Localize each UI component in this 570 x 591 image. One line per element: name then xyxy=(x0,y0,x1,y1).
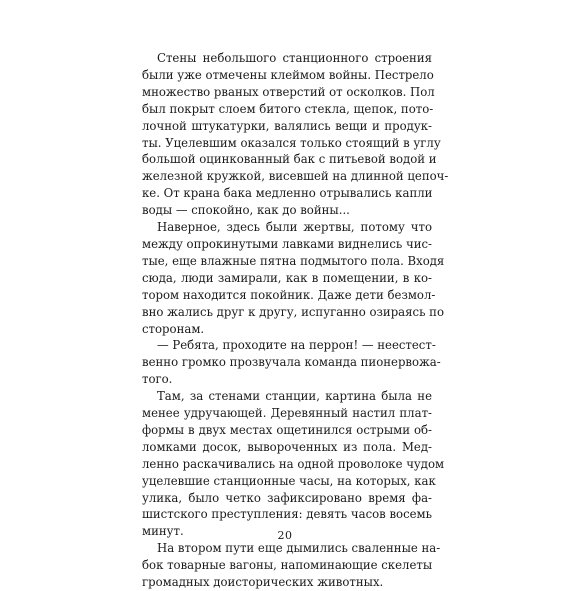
text-line: сюда, люди замирали, как в помещении, в ко- xyxy=(142,270,432,285)
text-line: венно громко прозвучала команда пионервожа- xyxy=(142,355,441,370)
body-text xyxy=(142,50,449,591)
text-line: множество рваных отверстий от осколков. Пол xyxy=(142,84,435,99)
text-line: бок товарные вагоны, напоминающие скелеты xyxy=(142,558,433,573)
text-line: ломками досок, вывороченных из пола. Мед- xyxy=(142,439,432,454)
text-line: между опрокинутыми лавками виднелись чис- xyxy=(142,236,432,251)
paragraph-5 xyxy=(142,540,441,591)
paragraph-4 xyxy=(142,388,445,540)
text-line: железной кружкой, висевшей на длинной цепоч- xyxy=(142,169,449,184)
text-line: ленно раскачивались на одной проволоке чудом xyxy=(142,456,445,471)
text-line: большой оцинкованный бак с питьевой водой и xyxy=(142,152,437,167)
paragraph-3 xyxy=(142,337,441,388)
text-line: Наверное, здесь были жертвы, потому что xyxy=(157,220,432,235)
paragraph-1 xyxy=(142,50,449,219)
text-line: минут. xyxy=(142,524,184,539)
text-line: лочной штукатурки, валялись вещи и продук- xyxy=(142,118,432,133)
text-line: были уже отмечены клеймом войны. Пестрело xyxy=(142,67,434,82)
text-line: был покрыт слоем битого стекла, щепок, пото- xyxy=(142,101,434,116)
text-line: того. xyxy=(142,372,173,387)
text-line: шистского преступления: девять часов восемь xyxy=(142,507,432,522)
text-line: тором находится покойник. Даже дети безмол- xyxy=(142,287,436,302)
text-line: громадных доисторических животных. xyxy=(142,575,384,590)
text-line: уцелевшие станционные часы, на которых, как xyxy=(142,473,436,488)
text-line: Там, за стенами станции, картина была не xyxy=(157,389,432,404)
text-line: вно жались друг к другу, испуганно озираясь по xyxy=(142,304,444,319)
text-line: воды — спокойно, как до войны... xyxy=(142,203,350,218)
text-line: менее удручающей. Деревянный настил плат- xyxy=(142,406,432,421)
text-line: ке. От крана бака медленно отрывались капли xyxy=(142,186,433,201)
page-number: 20 xyxy=(277,529,293,542)
text-line: ты. Уцелевшим оказался только стоящий в углу xyxy=(142,135,441,150)
text-line: Стены небольшого станционного строения xyxy=(157,51,432,65)
text-line: формы в двух местах ощетинился острыми об- xyxy=(142,422,432,437)
text-line: сторонам. xyxy=(142,321,205,336)
text-line: улика, было четко зафиксировано время фа- xyxy=(142,490,432,505)
paragraph-2 xyxy=(142,219,445,337)
text-line: — Ребята, проходите на перрон! — неестест- xyxy=(157,338,436,353)
text-line: тые, еще влажные пятна подмытого пола. Входя xyxy=(142,253,445,268)
text-line: На втором пути еще дымились сваленные на- xyxy=(157,541,441,556)
